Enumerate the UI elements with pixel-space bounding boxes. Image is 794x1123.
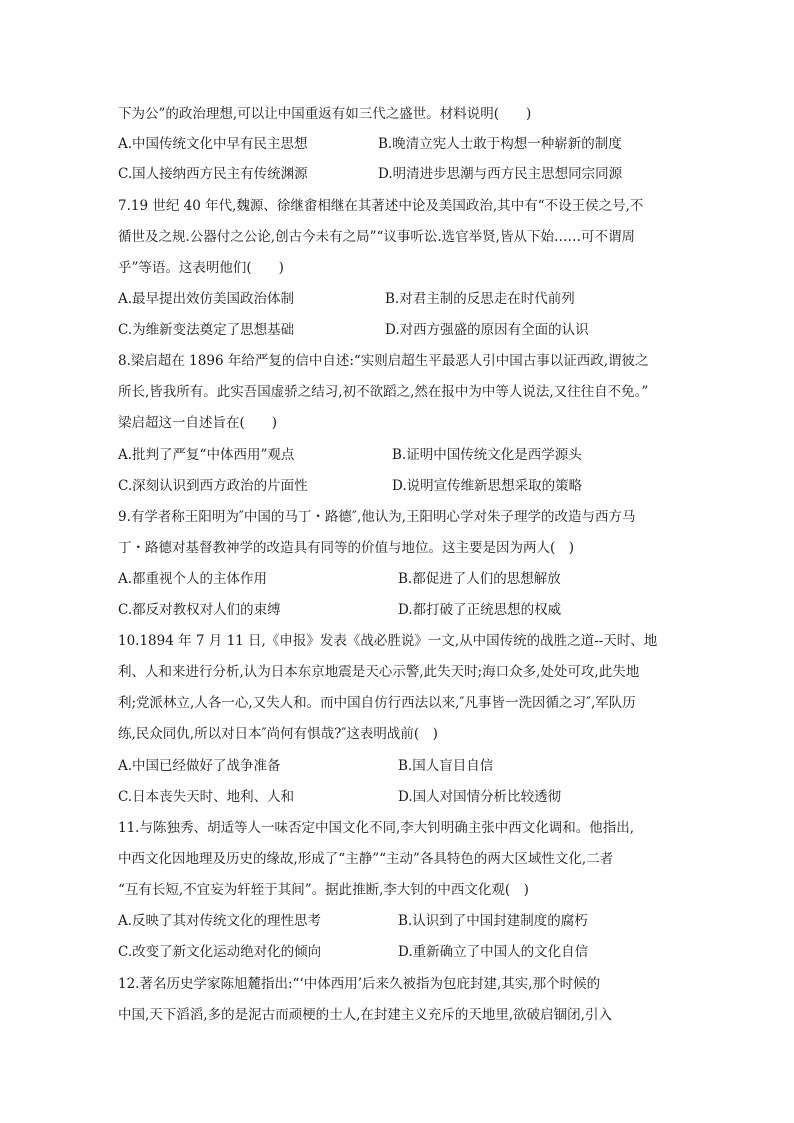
question-11-option-b: B.认识到了中国封建制度的腐朽 bbox=[398, 913, 588, 929]
question-11-option-a: A.反映了其对传统文化的理性思考 bbox=[118, 913, 322, 929]
question-11-option-d: D.重新确立了中国人的文化自信 bbox=[398, 944, 589, 960]
question-9-stem-line: 丁・路德对基督教神学的改造具有同等的价值与地位。这主要是因为两人( ) bbox=[118, 540, 575, 556]
question-10-stem-line: 练,民众同仇,所以对日本″尚何有惧哉?″这表明战前( ) bbox=[118, 726, 438, 742]
question-7-option-b: B.对君主制的反思走在时代前列 bbox=[385, 291, 575, 307]
question-8-option-d: D.说明宣传维新思想采取的策略 bbox=[392, 478, 583, 494]
question-9-option-a: A.都重视个人的主体作用 bbox=[118, 571, 268, 587]
question-10-option-d: D.国人对国情分析比较透彻 bbox=[398, 789, 562, 805]
question-10-option-c: C.日本丧失天时、地利、人和 bbox=[118, 789, 295, 805]
question-11-stem-line: “互有长短,不宜妄为轩轾于其间”。据此推断,李大钊的中西文化观( ) bbox=[118, 882, 529, 898]
question-8-stem-line: 梁启超这一自述旨在( ) bbox=[118, 415, 278, 431]
question-6-option-b: B.晚清立宪人士敢于构想一种崭新的制度 bbox=[378, 136, 622, 152]
question-7-stem-line: 乎”等语。这表明他们( ) bbox=[118, 260, 284, 276]
question-10-option-a: A.中国已经做好了战争准备 bbox=[118, 758, 281, 774]
question-6-option-c: C.国人接纳西方民主有传统渊源 bbox=[118, 166, 308, 182]
question-7-option-c: C.为维新变法奠定了思想基础 bbox=[118, 322, 295, 338]
question-8-option-c: C.深刻认识到西方政治的片面性 bbox=[118, 478, 308, 494]
question-10-stem-line: 利;党派林立,人各一心,又失人和。而中国自仿行西法以来,″凡事皆一洗因循之习″,军队历 bbox=[118, 695, 636, 711]
question-7-option-a: A.最早提出效仿美国政治体制 bbox=[118, 291, 295, 307]
question-8-stem-line: 8.梁启超在 1896 年给严复的信中自述:“实则启超生平最恶人引中国古事以证西政,谓彼之 bbox=[118, 353, 649, 369]
question-6-option-a: A.中国传统文化中早有民主思想 bbox=[118, 136, 308, 152]
question-9-option-b: B.都促进了人们的思想解放 bbox=[398, 571, 561, 587]
question-9-option-d: D.都打破了正统思想的权威 bbox=[398, 602, 562, 618]
question-6-option-d: D.明清进步思潮与西方民主思想同宗同源 bbox=[378, 166, 623, 182]
question-8-option-a: A.批判了严复“中体西用”观点 bbox=[118, 447, 295, 463]
question-6-stem-tail: 下为公”的政治理想,可以让中国重返有如三代之盛世。材料说明( ) bbox=[118, 106, 532, 122]
question-9-stem-line: 9.有学者称王阳明为″中国的马丁・路德″,他认为,王阳明心学对朱子理学的改造与西方马 bbox=[118, 509, 636, 525]
question-11-stem-line: 中西文化因地理及历史的缘故,形成了“主静”“主动”各具特色的两大区域性文化,二者 bbox=[118, 851, 614, 867]
question-11-option-c: C.改变了新文化运动绝对化的倾向 bbox=[118, 944, 322, 960]
question-10-stem-line: 10.1894 年 7 月 11 日,《申报》发表《战必胜说》一文,从中国传统的战胜之道--天时、地 bbox=[118, 633, 658, 649]
question-12-stem-line: 12.著名历史学家陈旭麓指出:“‘中体西用’后来久被指为包庇封建,其实,那个时候的 bbox=[118, 976, 601, 992]
question-12-stem-line: 中国,天下滔滔,多的是泥古而顽梗的士人,在封建主义充斥的天地里,欲破启锢闭,引入 bbox=[118, 1007, 612, 1023]
question-8-stem-line: 所长,皆我所有。此实吾国虚骄之结习,初不欲蹈之,然在报中为中等人说法,又往往自不免。” bbox=[118, 384, 649, 400]
question-10-stem-line: 利、人和来进行分析,认为日本东京地震是天心示警,此失天时;海口众多,处处可攻,此失地 bbox=[118, 664, 640, 680]
question-7-stem-line: 循世及之规.公器付之公论,创古今未有之局”“议事听讼.选官举贤,皆从下始……可不谓周 bbox=[118, 229, 635, 245]
question-11-stem-line: 11.与陈独秀、胡适等人一味否定中国文化不同,李大钊明确主张中西文化调和。他指出, bbox=[118, 820, 635, 836]
question-10-option-b: B.国人盲目自信 bbox=[398, 758, 494, 774]
question-8-option-b: B.证明中国传统文化是西学源头 bbox=[392, 447, 582, 463]
question-7-stem-line: 7.19 世纪 40 年代,魏源、徐继畬相继在其著述中论及美国政治,其中有“不设王侯之号,不 bbox=[118, 198, 644, 214]
question-9-option-c: C.都反对教权对人们的束缚 bbox=[118, 602, 281, 618]
question-7-option-d: D.对西方强盛的原因有全面的认识 bbox=[385, 322, 589, 338]
